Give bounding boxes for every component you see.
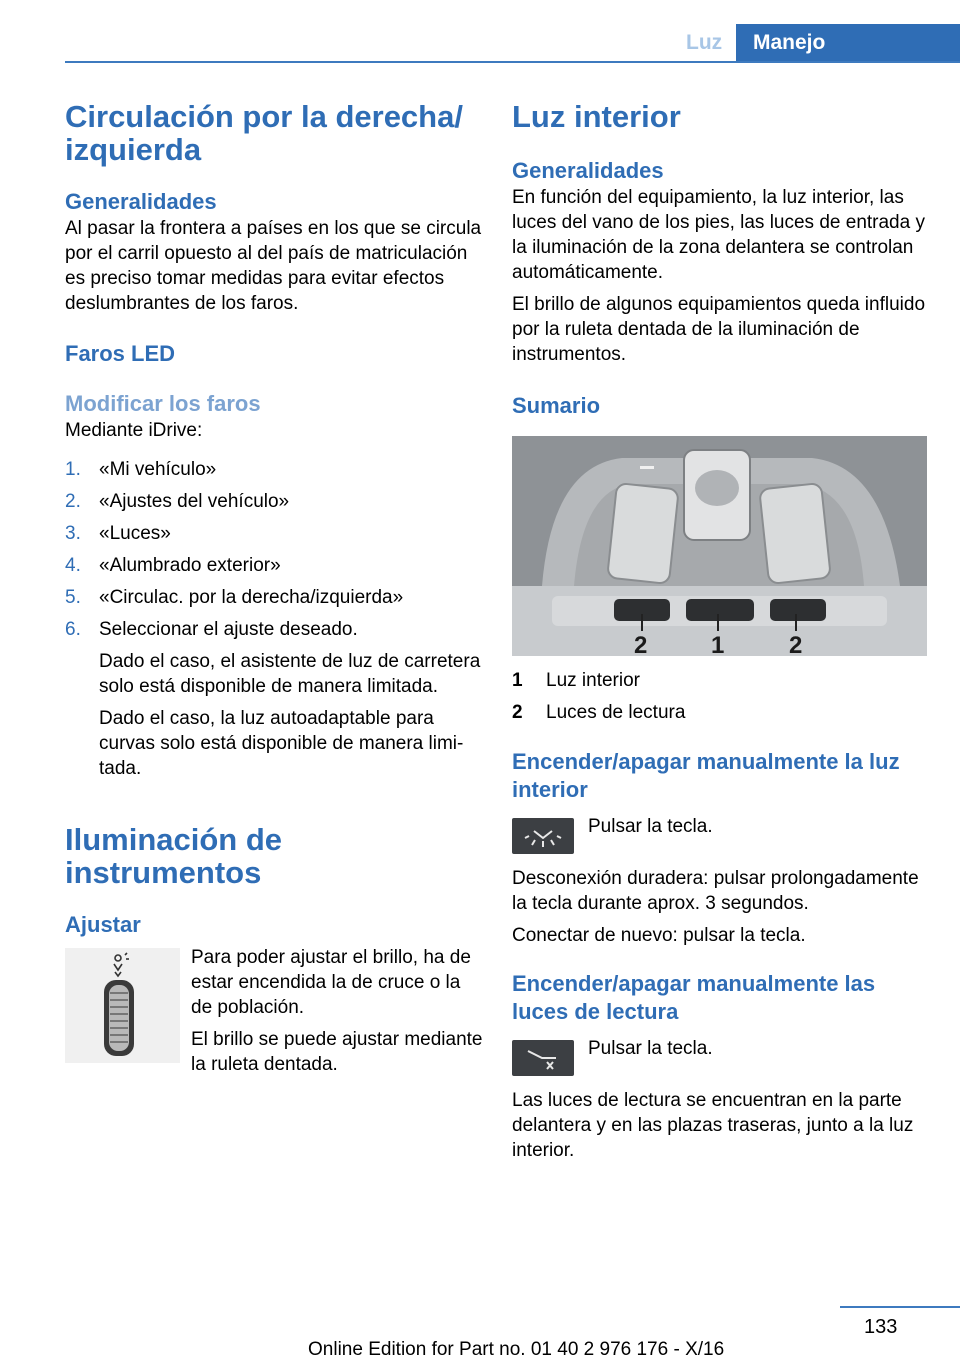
- paragraph-conectar: Conectar de nuevo: pulsar la tecla.: [512, 925, 806, 946]
- paragraph-circulacion: Al pasar la frontera a países en los que se circula por el carril opuesto al del país de matriculación es preciso tomar medidas para evitar efectos deslumbrantes de los faros.: [65, 218, 482, 314]
- interior-light-key-icon: [512, 818, 574, 854]
- page-number: 133: [864, 1316, 898, 1338]
- step-text: «Luces»: [99, 523, 171, 544]
- step-number: 5.: [65, 587, 81, 608]
- step-text: «Alumbrado exterior»: [99, 555, 281, 576]
- step-number: 4.: [65, 555, 81, 576]
- reading-light-key-icon: [512, 1040, 574, 1076]
- figure-legend: [512, 668, 932, 725]
- subheading-luz-interior-manual: Encender/apagar manualmente la luz interior: [512, 749, 900, 802]
- legend-number: 1: [512, 670, 523, 691]
- subheading-generalidades: Generalidades: [65, 189, 217, 214]
- list-item: [65, 457, 483, 482]
- figure-label-right: 2: [789, 632, 803, 656]
- paragraph-pulsar-tecla-2: Pulsar la tecla.: [588, 1038, 713, 1059]
- right-column: [512, 100, 932, 1163]
- list-item: [65, 585, 483, 610]
- section-title-luz-interior: Luz interior: [512, 99, 681, 134]
- legend-text: Luz interior: [546, 670, 640, 691]
- ajustar-block: [65, 945, 483, 1077]
- paragraph-mediante-idrive: Mediante iDrive:: [65, 420, 203, 441]
- legend-number: 2: [512, 702, 523, 723]
- step-number: 6.: [65, 619, 81, 640]
- left-column: [65, 100, 483, 1077]
- list-item: [65, 489, 483, 514]
- subheading-ajustar: Ajustar: [65, 912, 141, 937]
- dimmer-wheel-icon: [65, 948, 180, 1063]
- reading-light-key-row: [512, 1040, 932, 1076]
- step-text: «Mi vehículo»: [99, 459, 217, 480]
- ajustar-text: [191, 945, 483, 1077]
- overhead-console-figure: [512, 436, 927, 656]
- paragraph-pulsar-tecla-1: Pulsar la tecla.: [588, 816, 713, 837]
- footer-rule: [840, 1306, 960, 1308]
- subheading-generalidades-interior: Generalidades: [512, 158, 664, 183]
- step-text: «Ajustes del vehículo»: [99, 491, 290, 512]
- header-tab-luz: Luz: [686, 31, 723, 54]
- paragraph-desconexion: Desconexión duradera: pulsar prolongadamente la tecla durante aprox. 3 segundos.: [512, 868, 919, 914]
- paragraph-luz-interior-1: En función del equipamiento, la luz interior, las luces del vano de los pies, las luces de entrada y la iluminación de la zona delantera se controlan automáticamente.: [512, 187, 925, 283]
- step-text: «Circulac. por la derecha/izquierda»: [99, 587, 404, 608]
- paragraph-luces-lectura: Las luces de lectura se encuentran en la parte delantera y en las plazas traseras, junto a la luz interior.: [512, 1090, 914, 1161]
- step-number: 3.: [65, 523, 81, 544]
- figure-label-left: 2: [634, 632, 648, 656]
- paragraph-luz-interior-2: El brillo de algunos equipamientos queda influido por la ruleta dentada de la iluminación de instrumentos.: [512, 294, 926, 365]
- step-text: Seleccionar el ajuste deseado.: [99, 619, 358, 640]
- subheading-sumario: Sumario: [512, 393, 601, 418]
- dimmer-wheel-image: [65, 948, 180, 1063]
- list-item: [65, 617, 483, 781]
- legend-text: Luces de lectura: [546, 702, 686, 723]
- legend-item: [512, 700, 932, 725]
- step-note: Dado el caso, el asistente de luz de carretera solo está disponible de manera limitada.: [99, 651, 481, 697]
- overhead-console-image: [512, 436, 927, 656]
- header-tab-manejo: Manejo: [736, 24, 960, 62]
- step-number: 1.: [65, 459, 81, 480]
- header-rule: [65, 61, 960, 63]
- footer-edition: Online Edition for Part no. 01 40 2 976 176 - X/16: [308, 1339, 725, 1360]
- section-title-faros-led: Faros LED: [65, 341, 176, 366]
- section-title-iluminacion: Iluminación de instrumentos: [65, 822, 283, 890]
- list-item: [65, 521, 483, 546]
- paragraph-ajustar-1: Para poder ajustar el brillo, ha de estar encendida la de cruce o la de población.: [191, 947, 471, 1018]
- interior-light-key-row: [512, 818, 932, 854]
- step-note: Dado el caso, la luz autoadaptable para curvas solo está disponible de manera limitada.: [99, 708, 464, 779]
- paragraph-ajustar-2: El brillo se puede ajustar mediante la ruleta dentada.: [191, 1029, 483, 1075]
- subheading-modificar-faros: Modificar los faros: [65, 391, 261, 416]
- subheading-luces-lectura-manual: Encender/apagar manualmente las luces de lectura: [512, 971, 876, 1024]
- legend-item: [512, 668, 932, 693]
- steps-list: [65, 457, 483, 781]
- section-title-circulacion: Circulación por la derecha/ izquierda: [65, 99, 463, 167]
- step-number: 2.: [65, 491, 81, 512]
- list-item: [65, 553, 483, 578]
- figure-label-center: 1: [711, 632, 725, 656]
